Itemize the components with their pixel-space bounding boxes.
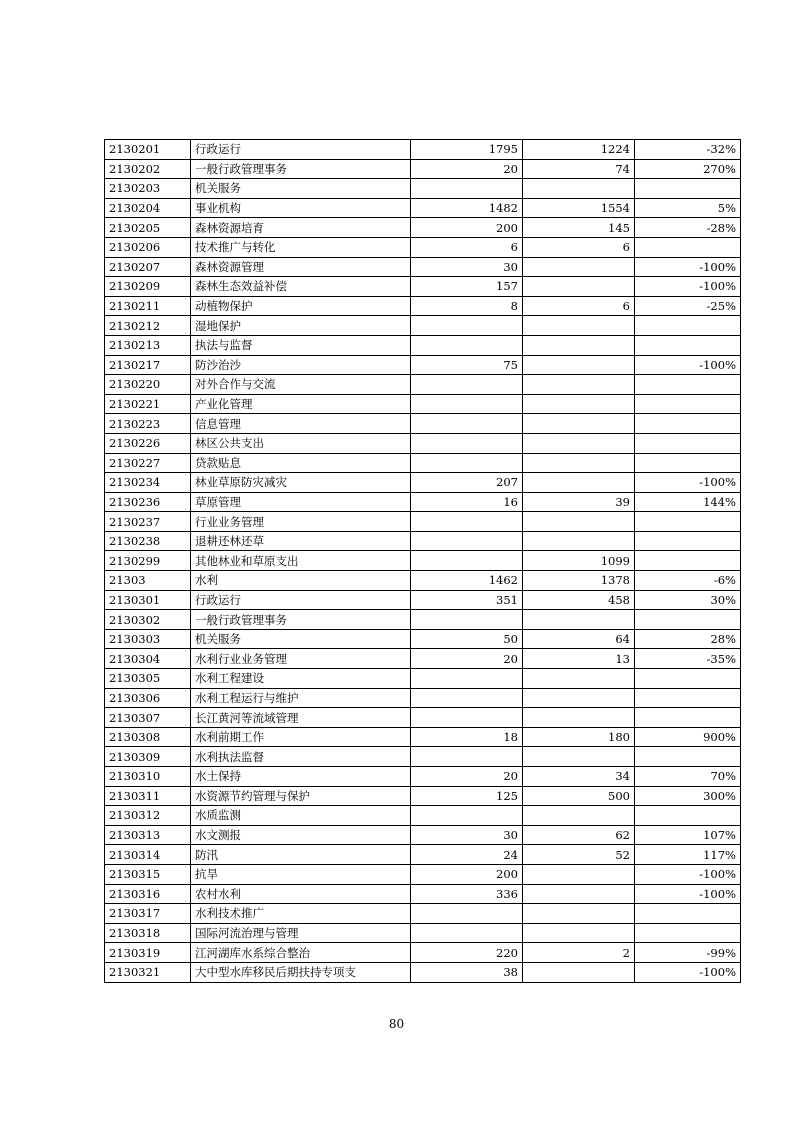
cell-code: 2130315 bbox=[105, 864, 191, 884]
cell-change-percent: -100% bbox=[635, 884, 741, 904]
table-row bbox=[105, 433, 741, 453]
cell-change-percent: 70% bbox=[635, 767, 741, 787]
cell-change-percent: 300% bbox=[635, 786, 741, 806]
table-row bbox=[105, 296, 741, 316]
cell-code: 21303 bbox=[105, 571, 191, 591]
cell-item-name: 水质监测 bbox=[191, 806, 411, 826]
cell-previous-amount: 16 bbox=[411, 492, 523, 512]
cell-current-amount: 74 bbox=[523, 159, 635, 179]
table-row bbox=[105, 140, 741, 160]
table-row bbox=[105, 179, 741, 199]
cell-current-amount bbox=[523, 688, 635, 708]
cell-current-amount: 6 bbox=[523, 237, 635, 257]
cell-code: 2130299 bbox=[105, 551, 191, 571]
cell-item-name: 国际河流治理与管理 bbox=[191, 923, 411, 943]
table-row bbox=[105, 335, 741, 355]
table-row bbox=[105, 688, 741, 708]
cell-current-amount bbox=[523, 512, 635, 532]
cell-change-percent: -100% bbox=[635, 355, 741, 375]
cell-code: 2130308 bbox=[105, 727, 191, 747]
cell-change-percent: 900% bbox=[635, 727, 741, 747]
table-row bbox=[105, 610, 741, 630]
table-row bbox=[105, 845, 741, 865]
cell-item-name: 水利行业业务管理 bbox=[191, 649, 411, 669]
cell-previous-amount bbox=[411, 433, 523, 453]
cell-change-percent: -32% bbox=[635, 140, 741, 160]
cell-code: 2130310 bbox=[105, 767, 191, 787]
cell-code: 2130204 bbox=[105, 198, 191, 218]
cell-current-amount bbox=[523, 747, 635, 767]
cell-previous-amount: 24 bbox=[411, 845, 523, 865]
cell-previous-amount: 1482 bbox=[411, 198, 523, 218]
cell-code: 2130309 bbox=[105, 747, 191, 767]
cell-previous-amount bbox=[411, 669, 523, 689]
table-row bbox=[105, 492, 741, 512]
cell-current-amount bbox=[523, 453, 635, 473]
cell-code: 2130303 bbox=[105, 629, 191, 649]
cell-current-amount: 458 bbox=[523, 590, 635, 610]
cell-item-name: 贷款贴息 bbox=[191, 453, 411, 473]
table-row bbox=[105, 414, 741, 434]
cell-change-percent bbox=[635, 610, 741, 630]
table-row bbox=[105, 159, 741, 179]
cell-item-name: 其他林业和草原支出 bbox=[191, 551, 411, 571]
table-row bbox=[105, 237, 741, 257]
cell-current-amount bbox=[523, 335, 635, 355]
cell-current-amount: 13 bbox=[523, 649, 635, 669]
cell-previous-amount bbox=[411, 179, 523, 199]
cell-change-percent bbox=[635, 904, 741, 924]
cell-current-amount bbox=[523, 375, 635, 395]
cell-code: 2130209 bbox=[105, 277, 191, 297]
cell-change-percent: 117% bbox=[635, 845, 741, 865]
cell-code: 2130301 bbox=[105, 590, 191, 610]
table-row bbox=[105, 943, 741, 963]
cell-change-percent bbox=[635, 747, 741, 767]
cell-current-amount: 39 bbox=[523, 492, 635, 512]
table-row bbox=[105, 355, 741, 375]
cell-previous-amount: 157 bbox=[411, 277, 523, 297]
cell-change-percent bbox=[635, 551, 741, 571]
cell-change-percent: -35% bbox=[635, 649, 741, 669]
cell-previous-amount bbox=[411, 806, 523, 826]
cell-change-percent bbox=[635, 512, 741, 532]
cell-current-amount bbox=[523, 414, 635, 434]
cell-current-amount bbox=[523, 610, 635, 630]
table-row bbox=[105, 218, 741, 238]
cell-code: 2130302 bbox=[105, 610, 191, 630]
cell-code: 2130311 bbox=[105, 786, 191, 806]
cell-previous-amount bbox=[411, 688, 523, 708]
table-row bbox=[105, 277, 741, 297]
cell-previous-amount bbox=[411, 923, 523, 943]
cell-previous-amount: 220 bbox=[411, 943, 523, 963]
cell-change-percent: -6% bbox=[635, 571, 741, 591]
cell-current-amount: 2 bbox=[523, 943, 635, 963]
cell-code: 2130234 bbox=[105, 473, 191, 493]
cell-current-amount bbox=[523, 179, 635, 199]
cell-code: 2130238 bbox=[105, 531, 191, 551]
cell-previous-amount: 8 bbox=[411, 296, 523, 316]
cell-previous-amount bbox=[411, 747, 523, 767]
cell-previous-amount bbox=[411, 610, 523, 630]
cell-current-amount: 64 bbox=[523, 629, 635, 649]
cell-code: 2130207 bbox=[105, 257, 191, 277]
cell-code: 2130211 bbox=[105, 296, 191, 316]
cell-item-name: 动植物保护 bbox=[191, 296, 411, 316]
cell-item-name: 产业化管理 bbox=[191, 394, 411, 414]
cell-previous-amount bbox=[411, 335, 523, 355]
cell-item-name: 水文测报 bbox=[191, 825, 411, 845]
cell-current-amount bbox=[523, 277, 635, 297]
table-row bbox=[105, 747, 741, 767]
cell-current-amount: 34 bbox=[523, 767, 635, 787]
cell-previous-amount: 200 bbox=[411, 218, 523, 238]
cell-previous-amount: 30 bbox=[411, 825, 523, 845]
cell-previous-amount bbox=[411, 512, 523, 532]
cell-current-amount bbox=[523, 433, 635, 453]
cell-current-amount: 180 bbox=[523, 727, 635, 747]
cell-change-percent bbox=[635, 669, 741, 689]
cell-item-name: 长江黄河等流域管理 bbox=[191, 708, 411, 728]
cell-code: 2130226 bbox=[105, 433, 191, 453]
page-number: 80 bbox=[388, 1017, 405, 1031]
cell-item-name: 退耕还林还草 bbox=[191, 531, 411, 551]
cell-change-percent: 107% bbox=[635, 825, 741, 845]
cell-item-name: 抗旱 bbox=[191, 864, 411, 884]
cell-current-amount bbox=[523, 806, 635, 826]
cell-item-name: 对外合作与交流 bbox=[191, 375, 411, 395]
cell-change-percent: -25% bbox=[635, 296, 741, 316]
cell-change-percent bbox=[635, 414, 741, 434]
table-row bbox=[105, 453, 741, 473]
cell-current-amount: 1554 bbox=[523, 198, 635, 218]
budget-table bbox=[104, 139, 741, 983]
table-body bbox=[105, 140, 741, 983]
cell-previous-amount bbox=[411, 414, 523, 434]
table-row bbox=[105, 923, 741, 943]
cell-code: 2130321 bbox=[105, 962, 191, 982]
cell-change-percent bbox=[635, 237, 741, 257]
cell-change-percent: 28% bbox=[635, 629, 741, 649]
cell-change-percent bbox=[635, 375, 741, 395]
cell-change-percent: 270% bbox=[635, 159, 741, 179]
table-row bbox=[105, 767, 741, 787]
cell-change-percent bbox=[635, 453, 741, 473]
cell-current-amount: 1099 bbox=[523, 551, 635, 571]
cell-current-amount bbox=[523, 884, 635, 904]
cell-previous-amount: 20 bbox=[411, 159, 523, 179]
cell-previous-amount bbox=[411, 531, 523, 551]
cell-code: 2130217 bbox=[105, 355, 191, 375]
cell-change-percent bbox=[635, 335, 741, 355]
cell-current-amount bbox=[523, 473, 635, 493]
cell-code: 2130201 bbox=[105, 140, 191, 160]
cell-change-percent: 30% bbox=[635, 590, 741, 610]
cell-code: 2130206 bbox=[105, 237, 191, 257]
cell-change-percent bbox=[635, 708, 741, 728]
cell-change-percent: -99% bbox=[635, 943, 741, 963]
cell-item-name: 江河湖库水系综合整治 bbox=[191, 943, 411, 963]
table-row bbox=[105, 316, 741, 336]
cell-change-percent bbox=[635, 688, 741, 708]
cell-current-amount bbox=[523, 962, 635, 982]
cell-change-percent bbox=[635, 433, 741, 453]
cell-current-amount bbox=[523, 669, 635, 689]
table-row bbox=[105, 649, 741, 669]
cell-change-percent: -100% bbox=[635, 277, 741, 297]
cell-code: 2130319 bbox=[105, 943, 191, 963]
cell-item-name: 水利 bbox=[191, 571, 411, 591]
cell-previous-amount: 351 bbox=[411, 590, 523, 610]
cell-item-name: 水土保持 bbox=[191, 767, 411, 787]
table-row bbox=[105, 551, 741, 571]
cell-item-name: 草原管理 bbox=[191, 492, 411, 512]
cell-current-amount: 6 bbox=[523, 296, 635, 316]
cell-previous-amount bbox=[411, 394, 523, 414]
table-row bbox=[105, 473, 741, 493]
cell-change-percent bbox=[635, 316, 741, 336]
cell-code: 2130223 bbox=[105, 414, 191, 434]
cell-current-amount bbox=[523, 904, 635, 924]
cell-change-percent bbox=[635, 394, 741, 414]
cell-previous-amount: 20 bbox=[411, 767, 523, 787]
cell-code: 2130220 bbox=[105, 375, 191, 395]
cell-change-percent: 5% bbox=[635, 198, 741, 218]
cell-change-percent bbox=[635, 923, 741, 943]
table-row bbox=[105, 708, 741, 728]
cell-previous-amount: 50 bbox=[411, 629, 523, 649]
cell-item-name: 大中型水库移民后期扶持专项支 bbox=[191, 962, 411, 982]
cell-item-name: 农村水利 bbox=[191, 884, 411, 904]
cell-current-amount bbox=[523, 394, 635, 414]
table-row bbox=[105, 669, 741, 689]
cell-previous-amount: 18 bbox=[411, 727, 523, 747]
table-row bbox=[105, 904, 741, 924]
cell-code: 2130305 bbox=[105, 669, 191, 689]
cell-previous-amount bbox=[411, 375, 523, 395]
cell-code: 2130306 bbox=[105, 688, 191, 708]
cell-item-name: 湿地保护 bbox=[191, 316, 411, 336]
cell-previous-amount bbox=[411, 453, 523, 473]
cell-code: 2130317 bbox=[105, 904, 191, 924]
cell-current-amount: 62 bbox=[523, 825, 635, 845]
cell-item-name: 行政运行 bbox=[191, 590, 411, 610]
cell-item-name: 机关服务 bbox=[191, 629, 411, 649]
table-row bbox=[105, 727, 741, 747]
table-row bbox=[105, 531, 741, 551]
cell-code: 2130314 bbox=[105, 845, 191, 865]
cell-current-amount bbox=[523, 257, 635, 277]
cell-code: 2130213 bbox=[105, 335, 191, 355]
cell-previous-amount: 38 bbox=[411, 962, 523, 982]
table-row bbox=[105, 629, 741, 649]
cell-change-percent: -100% bbox=[635, 473, 741, 493]
table-row bbox=[105, 806, 741, 826]
cell-previous-amount: 20 bbox=[411, 649, 523, 669]
cell-item-name: 一般行政管理事务 bbox=[191, 159, 411, 179]
table-row bbox=[105, 512, 741, 532]
cell-item-name: 水利工程运行与维护 bbox=[191, 688, 411, 708]
cell-previous-amount: 30 bbox=[411, 257, 523, 277]
cell-current-amount bbox=[523, 864, 635, 884]
table-row bbox=[105, 884, 741, 904]
cell-previous-amount bbox=[411, 316, 523, 336]
cell-item-name: 一般行政管理事务 bbox=[191, 610, 411, 630]
cell-item-name: 信息管理 bbox=[191, 414, 411, 434]
cell-item-name: 机关服务 bbox=[191, 179, 411, 199]
table-row bbox=[105, 825, 741, 845]
cell-item-name: 水利执法监督 bbox=[191, 747, 411, 767]
table-row bbox=[105, 864, 741, 884]
cell-item-name: 林区公共支出 bbox=[191, 433, 411, 453]
cell-previous-amount: 6 bbox=[411, 237, 523, 257]
cell-current-amount bbox=[523, 708, 635, 728]
cell-previous-amount: 1795 bbox=[411, 140, 523, 160]
cell-code: 2130316 bbox=[105, 884, 191, 904]
cell-previous-amount: 125 bbox=[411, 786, 523, 806]
table-row bbox=[105, 257, 741, 277]
table-row bbox=[105, 375, 741, 395]
cell-code: 2130203 bbox=[105, 179, 191, 199]
cell-code: 2130307 bbox=[105, 708, 191, 728]
cell-change-percent bbox=[635, 531, 741, 551]
table-row bbox=[105, 590, 741, 610]
cell-current-amount: 1224 bbox=[523, 140, 635, 160]
cell-change-percent: 144% bbox=[635, 492, 741, 512]
cell-previous-amount bbox=[411, 904, 523, 924]
cell-current-amount: 500 bbox=[523, 786, 635, 806]
cell-current-amount: 145 bbox=[523, 218, 635, 238]
cell-item-name: 林业草原防灾减灾 bbox=[191, 473, 411, 493]
cell-item-name: 行政运行 bbox=[191, 140, 411, 160]
cell-code: 2130313 bbox=[105, 825, 191, 845]
cell-change-percent: -100% bbox=[635, 962, 741, 982]
cell-change-percent bbox=[635, 806, 741, 826]
cell-current-amount: 52 bbox=[523, 845, 635, 865]
cell-current-amount bbox=[523, 531, 635, 551]
cell-change-percent bbox=[635, 179, 741, 199]
cell-code: 2130304 bbox=[105, 649, 191, 669]
table-row bbox=[105, 962, 741, 982]
cell-item-name: 水利技术推广 bbox=[191, 904, 411, 924]
cell-item-name: 行业业务管理 bbox=[191, 512, 411, 532]
cell-current-amount: 1378 bbox=[523, 571, 635, 591]
cell-item-name: 森林资源培育 bbox=[191, 218, 411, 238]
cell-change-percent: -100% bbox=[635, 864, 741, 884]
cell-code: 2130312 bbox=[105, 806, 191, 826]
cell-previous-amount: 336 bbox=[411, 884, 523, 904]
cell-code: 2130202 bbox=[105, 159, 191, 179]
cell-item-name: 水利工程建设 bbox=[191, 669, 411, 689]
cell-change-percent: -28% bbox=[635, 218, 741, 238]
cell-code: 2130221 bbox=[105, 394, 191, 414]
cell-item-name: 森林资源管理 bbox=[191, 257, 411, 277]
cell-code: 2130318 bbox=[105, 923, 191, 943]
cell-item-name: 森林生态效益补偿 bbox=[191, 277, 411, 297]
table-row bbox=[105, 786, 741, 806]
cell-item-name: 防汛 bbox=[191, 845, 411, 865]
cell-item-name: 执法与监督 bbox=[191, 335, 411, 355]
cell-previous-amount: 207 bbox=[411, 473, 523, 493]
table-row bbox=[105, 198, 741, 218]
cell-previous-amount: 1462 bbox=[411, 571, 523, 591]
cell-item-name: 防沙治沙 bbox=[191, 355, 411, 375]
cell-item-name: 水资源节约管理与保护 bbox=[191, 786, 411, 806]
cell-change-percent: -100% bbox=[635, 257, 741, 277]
cell-previous-amount bbox=[411, 551, 523, 571]
cell-code: 2130236 bbox=[105, 492, 191, 512]
cell-code: 2130227 bbox=[105, 453, 191, 473]
cell-item-name: 水利前期工作 bbox=[191, 727, 411, 747]
cell-code: 2130212 bbox=[105, 316, 191, 336]
table-row bbox=[105, 394, 741, 414]
table-row bbox=[105, 571, 741, 591]
cell-current-amount bbox=[523, 923, 635, 943]
cell-item-name: 技术推广与转化 bbox=[191, 237, 411, 257]
cell-current-amount bbox=[523, 355, 635, 375]
cell-previous-amount: 200 bbox=[411, 864, 523, 884]
cell-code: 2130237 bbox=[105, 512, 191, 532]
cell-previous-amount: 75 bbox=[411, 355, 523, 375]
cell-item-name: 事业机构 bbox=[191, 198, 411, 218]
cell-previous-amount bbox=[411, 708, 523, 728]
cell-current-amount bbox=[523, 316, 635, 336]
cell-code: 2130205 bbox=[105, 218, 191, 238]
